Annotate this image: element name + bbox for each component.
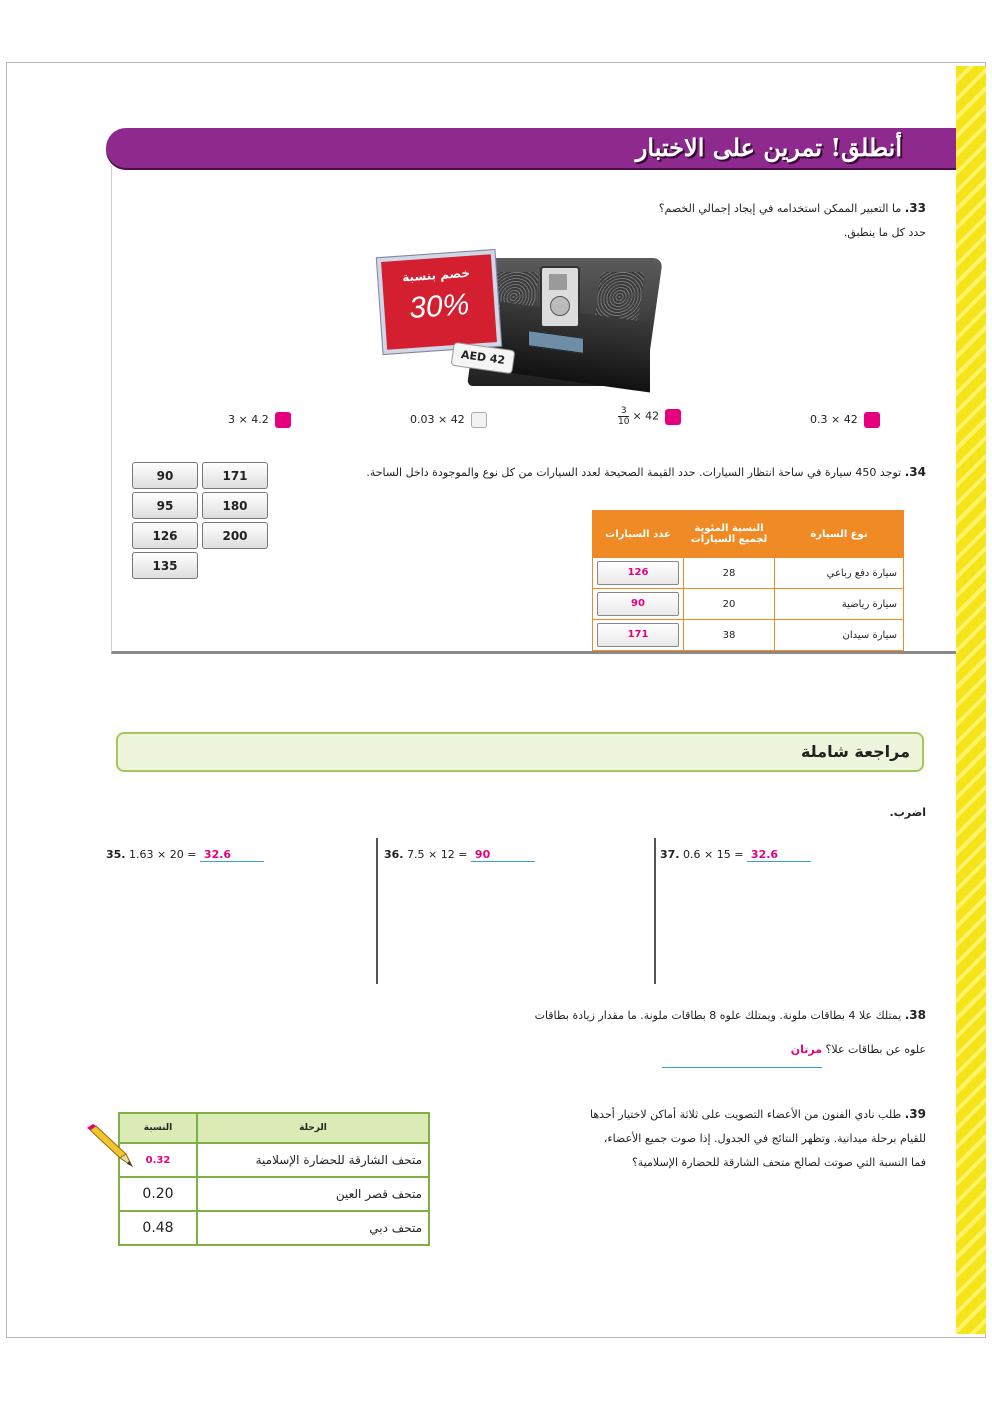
answer-tile[interactable]: 135	[132, 552, 198, 579]
practice-banner	[106, 128, 956, 168]
player-wheel	[550, 296, 570, 316]
speaker-grill-right	[594, 272, 645, 322]
checkbox-checked[interactable]	[864, 412, 880, 428]
question-text-continued: علوه عن بطاقات علا؟	[825, 1043, 926, 1056]
table-row	[593, 589, 904, 620]
equation-expression: 1.63 × 20 =	[129, 848, 197, 861]
practice-title: أنطلق! تمرين على الاختبار	[635, 133, 902, 162]
sale-heading: خصم بنسبة	[401, 265, 471, 285]
question-number: 39.	[904, 1107, 926, 1121]
car-count: 126	[597, 561, 679, 585]
cars-table	[592, 510, 904, 651]
multiply-instruction: اضرب.	[889, 806, 926, 819]
side-credit	[16, 1000, 28, 1300]
answer-tile[interactable]: 171	[202, 462, 268, 489]
choice-option-1[interactable]	[810, 412, 880, 428]
answer-tile[interactable]: 90	[132, 462, 198, 489]
speaker-dock-image	[380, 248, 655, 390]
question-line-2: للقيام برحلة ميدانية. وتظهر النتائج في الجدول. إذا صوت جميع الأعضاء،	[603, 1132, 926, 1145]
question-text: يمتلك علا 4 بطاقات ملونة. ويمتلك علوه 8 بطاقات ملونة. ما مقدار زيادة بطاقات	[534, 1009, 902, 1022]
answer-tile[interactable]: 95	[132, 492, 198, 519]
question-33	[286, 196, 926, 245]
choice-label: 0.03 × 42	[410, 413, 465, 426]
question-34	[296, 460, 926, 485]
equation-answer[interactable]: 32.6	[200, 848, 264, 862]
column-divider	[376, 838, 378, 984]
equation-35	[106, 848, 264, 862]
question-38	[366, 998, 926, 1068]
equation-number: 36.	[384, 848, 404, 861]
question-39	[496, 1102, 926, 1175]
equation-number: 37.	[660, 848, 680, 861]
car-count-drop[interactable]	[593, 558, 684, 589]
question-number: 34.	[904, 465, 926, 479]
car-percent: 20	[684, 589, 775, 620]
table-header: الرحلة	[197, 1113, 429, 1143]
sale-percent: 30%	[408, 287, 471, 326]
equation-37	[660, 848, 811, 862]
answer-blank[interactable]: مرتان	[662, 1033, 822, 1068]
car-percent: 38	[684, 620, 775, 651]
choice-option-3[interactable]	[410, 412, 487, 428]
trips-table	[118, 1112, 430, 1246]
sale-sign	[377, 250, 501, 354]
question-line-3: فما النسبة التي صوتت لصالح متحف الشارقة للحضارة الإسلامية؟	[631, 1156, 926, 1169]
review-title: مراجعة شاملة	[800, 742, 910, 761]
equation-36	[384, 848, 535, 862]
trip-name: متحف دبي	[197, 1211, 429, 1245]
checkbox-checked[interactable]	[275, 412, 291, 428]
table-row	[593, 620, 904, 651]
choice-label: × 42	[632, 409, 660, 423]
answer-tile[interactable]: 200	[202, 522, 268, 549]
checkbox-checked[interactable]	[665, 409, 681, 425]
car-percent: 28	[684, 558, 775, 589]
fraction-denominator: 10	[618, 417, 630, 427]
question-text: توجد 450 سيارة في ساحة انتظار السيارات. حدد القيمة الصحيحة لعدد السيارات من كل نوع والموجودة داخل الساحة.	[366, 466, 902, 479]
yellow-side-stripe	[956, 66, 986, 1334]
choice-label: 0.3 × 42	[810, 413, 858, 426]
question-instruction: حدد كل ما ينطبق.	[843, 226, 926, 239]
column-divider	[654, 838, 656, 984]
trip-value-answer[interactable]: 0.32	[119, 1143, 197, 1177]
table-row	[593, 558, 904, 589]
question-number: 38.	[904, 1008, 926, 1022]
trip-name: متحف الشارقة للحضارة الإسلامية	[197, 1143, 429, 1177]
car-type: سيارة رياضية	[775, 589, 904, 620]
table-row	[119, 1211, 429, 1245]
fraction	[618, 406, 629, 427]
trip-name: متحف قصر العين	[197, 1177, 429, 1211]
equation-answer[interactable]: 32.6	[747, 848, 811, 862]
car-type: سيارة سيدان	[775, 620, 904, 651]
player-screen	[549, 274, 567, 290]
car-count: 90	[597, 592, 679, 616]
table-header: نوع السيارة	[775, 511, 904, 558]
trip-value: 0.20	[119, 1177, 197, 1211]
question-number: 33.	[904, 201, 926, 215]
choice-label: 3 × 4.2	[228, 413, 269, 426]
equation-answer[interactable]: 90	[471, 848, 535, 862]
car-count-drop[interactable]	[593, 589, 684, 620]
car-type: سيارة دفع رباعي	[775, 558, 904, 589]
equation-expression: 7.5 × 12 =	[407, 848, 468, 861]
table-row	[119, 1177, 429, 1211]
question-text: ما التعبير الممكن استخدامه في إيجاد إجمالي الخصم؟	[658, 202, 902, 215]
music-player	[540, 266, 580, 328]
equation-number: 35.	[106, 848, 126, 861]
table-header: النسبة المئوية لجميع السيارات	[684, 511, 775, 558]
table-header: عدد السيارات	[593, 511, 684, 558]
fraction-numerator: 3	[618, 406, 629, 417]
car-count-drop[interactable]	[593, 620, 684, 651]
pencil-icon	[86, 1124, 134, 1168]
car-count: 171	[597, 623, 679, 647]
answer-tile[interactable]: 126	[132, 522, 198, 549]
table-row	[119, 1143, 429, 1177]
question-line-1: طلب نادي الفنون من الأعضاء التصويت على ثلاثة أماكن لاختيار أحدها	[590, 1108, 902, 1121]
trip-value: 0.48	[119, 1211, 197, 1245]
answer-tile[interactable]: 180	[202, 492, 268, 519]
choice-option-4[interactable]	[228, 412, 291, 428]
price-tag: AED 42	[451, 342, 516, 374]
table-header: النسبة	[119, 1113, 197, 1143]
review-banner	[116, 732, 924, 772]
choice-option-2[interactable]	[618, 406, 681, 427]
equation-expression: 0.6 × 15 =	[683, 848, 744, 861]
checkbox-unchecked[interactable]	[471, 412, 487, 428]
